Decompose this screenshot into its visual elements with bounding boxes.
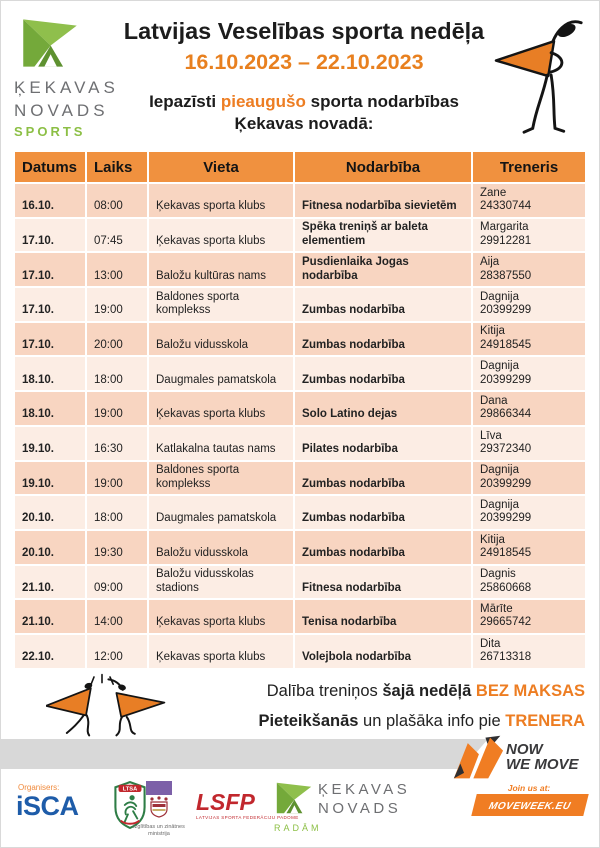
table-row (15, 529, 585, 564)
cell-vieta: Ķekavas sporta klubs (147, 219, 293, 252)
trainer-phone: 20399299 (480, 304, 532, 317)
cell-vieta: Ķekavas sporta klubs (147, 635, 293, 668)
cell-nodarbiba: Spēka treniņš ar baleta elementiem (293, 219, 471, 252)
brand-name-line1: ĶEKAVAS (14, 78, 119, 97)
trainer-name: Dagnis (480, 568, 516, 581)
cell-vieta: Baložu vidusskolas stadions (147, 566, 293, 599)
cell-datums: 22.10. (22, 651, 54, 664)
cell-laiks: 08:00 (85, 184, 147, 217)
page-title: Latvijas Veselības sporta nedēļa (123, 18, 485, 44)
schedule-rows (15, 182, 585, 668)
col-header-laiks: Laiks (85, 152, 147, 182)
kekavas-footer-logo (274, 780, 454, 838)
cell-laiks: 18:00 (85, 496, 147, 529)
promo-line1 (258, 676, 585, 706)
schedule-table (15, 152, 585, 668)
organisers-label: Organisers: (18, 783, 60, 792)
cell-laiks: 19:30 (85, 531, 147, 564)
table-row (15, 355, 585, 390)
cell-nodarbiba: Solo Latino dejas (293, 392, 471, 425)
trainer-phone: 29665742 (480, 616, 532, 629)
table-row (15, 217, 585, 252)
trainer-name: Zane (480, 186, 507, 199)
brand-dept-label: SPORTS (14, 124, 86, 139)
cell-treneris (471, 219, 585, 252)
nowwemove-arrow-icon (452, 735, 504, 781)
kekavas-footer-line2: NOVADS (318, 799, 402, 817)
cell-vieta: Baložu kultūras nams (147, 253, 293, 286)
cell-datums: 18.10. (22, 408, 54, 421)
moveweek-url: MOVEWEEK.EU (487, 801, 572, 812)
cell-nodarbiba: Zumbas nodarbība (293, 462, 471, 495)
cell-vieta: Katlakalna tautas nams (147, 427, 293, 460)
table-row (15, 460, 585, 495)
radam-label: RADĀM (274, 823, 322, 833)
cell-treneris (471, 357, 585, 390)
trainer-name: Aija (480, 256, 500, 269)
cell-treneris (471, 566, 585, 599)
moveweek-url-badge (471, 794, 588, 816)
stick-figure-icon (494, 14, 586, 140)
trainer-name: Dagnija (480, 290, 519, 303)
promo-line2-bold: Pieteikšanās (258, 712, 364, 730)
subtitle-intro: Iepazīsti (149, 92, 221, 111)
ltsa-label: LTSA (122, 786, 138, 793)
trainer-phone: 29912281 (480, 234, 532, 247)
promo-line1-bold: šajā nedēļā (382, 682, 476, 700)
subtitle-highlight: pieaugušo (220, 92, 306, 111)
cell-laiks: 20:00 (85, 323, 147, 356)
cell-nodarbiba: Zumbas nodarbība (293, 288, 471, 321)
cell-treneris (471, 184, 585, 217)
cell-laiks: 19:00 (85, 462, 147, 495)
promo-free-label: BEZ MAKSAS (475, 682, 585, 700)
trainer-name: Kitija (480, 325, 505, 338)
cell-laiks: 09:00 (85, 566, 147, 599)
cell-vieta: Baldones sporta komplekss (147, 288, 293, 321)
cell-vieta: Baložu vidusskola (147, 323, 293, 356)
table-row (15, 633, 585, 668)
cell-datums: 19.10. (22, 443, 54, 455)
cell-datums: 18.10. (22, 373, 54, 386)
trainer-phone: 20399299 (480, 477, 532, 490)
cell-datums: 17.10. (22, 304, 54, 317)
trainer-phone: 25860668 (480, 581, 532, 594)
cell-vieta: Baložu vidusskola (147, 531, 293, 564)
subtitle-rest: sporta nodarbības (305, 92, 459, 111)
kekavas-k-logo-icon (276, 782, 312, 814)
isca-logo: iSCA (16, 791, 79, 821)
kekavas-footer-name (318, 781, 410, 818)
cell-nodarbiba: Fitnesa nodarbība sievietēm (293, 184, 471, 217)
cell-vieta: Ķekavas sporta klubs (147, 600, 293, 633)
trainer-name: Dagnija (480, 360, 519, 373)
cell-datums: 17.10. (22, 269, 54, 282)
gray-band (0, 739, 488, 769)
table-row (15, 182, 585, 217)
promo-text (258, 676, 585, 736)
subtitle (112, 91, 496, 135)
lsfp-subtitle: LATVIJAS SPORTA FEDERĀCIJU PADOME (196, 815, 299, 820)
cell-treneris (471, 392, 585, 425)
nowwemove-logo (452, 735, 590, 816)
trainer-phone: 28387550 (480, 269, 532, 282)
cell-datums: 17.10. (22, 234, 54, 247)
nowwemove-line1: NOW (506, 741, 543, 758)
cell-laiks: 18:00 (85, 357, 147, 390)
trainer-phone: 29866344 (480, 408, 532, 421)
promo-line1-pre: Dalība treniņos (266, 682, 383, 700)
cell-laiks: 13:00 (85, 253, 147, 286)
cell-nodarbiba: Zumbas nodarbība (293, 496, 471, 529)
cell-nodarbiba: Zumbas nodarbība (293, 357, 471, 390)
table-row (15, 425, 585, 460)
cell-treneris (471, 600, 585, 633)
cell-vieta: Ķekavas sporta klubs (147, 184, 293, 217)
table-row (15, 564, 585, 599)
title-block (112, 17, 496, 76)
table-row (15, 494, 585, 529)
col-header-treneris: Treneris (471, 152, 585, 182)
cell-treneris (471, 531, 585, 564)
cell-laiks: 19:00 (85, 392, 147, 425)
ministry-flag-icon (146, 781, 172, 795)
nowwemove-wordmark (506, 743, 579, 772)
trainer-phone: 24918545 (480, 547, 532, 560)
trainer-name: Līva (480, 429, 502, 442)
date-range: 16.10.2023 – 22.10.2023 (184, 50, 424, 74)
cell-datums: 19.10. (22, 477, 54, 490)
trainer-name: Dagnija (480, 464, 519, 477)
cell-treneris (471, 496, 585, 529)
trainer-phone: 20399299 (480, 373, 532, 386)
subtitle-line2: Ķekavas novadā: (234, 114, 374, 133)
cell-datums: 21.10. (22, 581, 54, 594)
trainer-name: Dana (480, 394, 508, 407)
brand-name-line2: NOVADS (14, 101, 109, 120)
cell-laiks: 19:00 (85, 288, 147, 321)
cell-laiks: 14:00 (85, 600, 147, 633)
trainer-name: Dita (480, 637, 501, 650)
trainer-name: Margarita (480, 221, 529, 234)
trainer-phone: 29372340 (480, 443, 532, 455)
table-row (15, 321, 585, 356)
join-us-label: Join us at: (507, 783, 551, 793)
cell-nodarbiba: Zumbas nodarbība (293, 323, 471, 356)
nowwemove-line2: WE MOVE (506, 755, 579, 773)
schedule-header-row (15, 152, 585, 182)
cell-nodarbiba: Pusdienlaika Jogas nodarbība (293, 253, 471, 286)
trainer-phone: 24918545 (480, 338, 532, 351)
cell-treneris (471, 288, 585, 321)
cell-treneris (471, 253, 585, 286)
cell-treneris (471, 427, 585, 460)
cell-nodarbiba: Volejbola nodarbība (293, 635, 471, 668)
brand-name (14, 76, 119, 122)
cell-datums: 16.10. (22, 200, 54, 213)
table-row (15, 251, 585, 286)
col-header-nodarbiba: Nodarbība (293, 152, 471, 182)
trainer-name: Dagnija (480, 498, 519, 511)
cell-laiks: 16:30 (85, 427, 147, 460)
cell-nodarbiba: Zumbas nodarbība (293, 531, 471, 564)
ministry-caption: Izglītības un zinātnes ministrija (133, 824, 185, 837)
cell-treneris (471, 635, 585, 668)
ministry-arms-icon (147, 796, 171, 818)
cell-datums: 21.10. (22, 616, 54, 629)
cell-treneris (471, 323, 585, 356)
cell-vieta: Daugmales pamatskola (147, 357, 293, 390)
cell-laiks: 12:00 (85, 635, 147, 668)
cell-vieta: Baldones sporta komplekss (147, 462, 293, 495)
col-header-datums: Datums (22, 158, 78, 176)
ministry-logo (128, 781, 190, 837)
kekavas-k-logo-icon (22, 18, 78, 68)
table-row (15, 598, 585, 633)
cell-laiks: 07:45 (85, 219, 147, 252)
cell-nodarbiba: Fitnesa nodarbība (293, 566, 471, 599)
lsfp-wordmark: LSFP (196, 789, 255, 815)
trainer-name: Mārīte (480, 602, 513, 615)
trainer-phone: 24330744 (480, 200, 532, 213)
cell-nodarbiba: Pilates nodarbība (293, 427, 471, 460)
table-row (15, 286, 585, 321)
table-row (15, 390, 585, 425)
cell-datums: 20.10. (22, 512, 54, 525)
promo-line2-mid: un plašāka info pie (363, 712, 506, 730)
kekavas-footer-line1: ĶEKAVAS (318, 781, 411, 798)
cell-datums: 17.10. (22, 338, 54, 351)
cell-vieta: Daugmales pamatskola (147, 496, 293, 529)
cell-treneris (471, 462, 585, 495)
dancing-figures-icon (46, 672, 166, 738)
promo-line2 (258, 706, 585, 736)
promo-trainer-label: TRENERA (505, 712, 585, 730)
col-header-vieta: Vieta (147, 152, 293, 182)
cell-vieta: Ķekavas sporta klubs (147, 392, 293, 425)
trainer-phone: 26713318 (480, 651, 532, 664)
trainer-phone: 20399299 (480, 512, 532, 525)
cell-datums: 20.10. (22, 547, 54, 560)
trainer-name: Kitija (480, 533, 505, 546)
cell-nodarbiba: Tenisa nodarbība (293, 600, 471, 633)
